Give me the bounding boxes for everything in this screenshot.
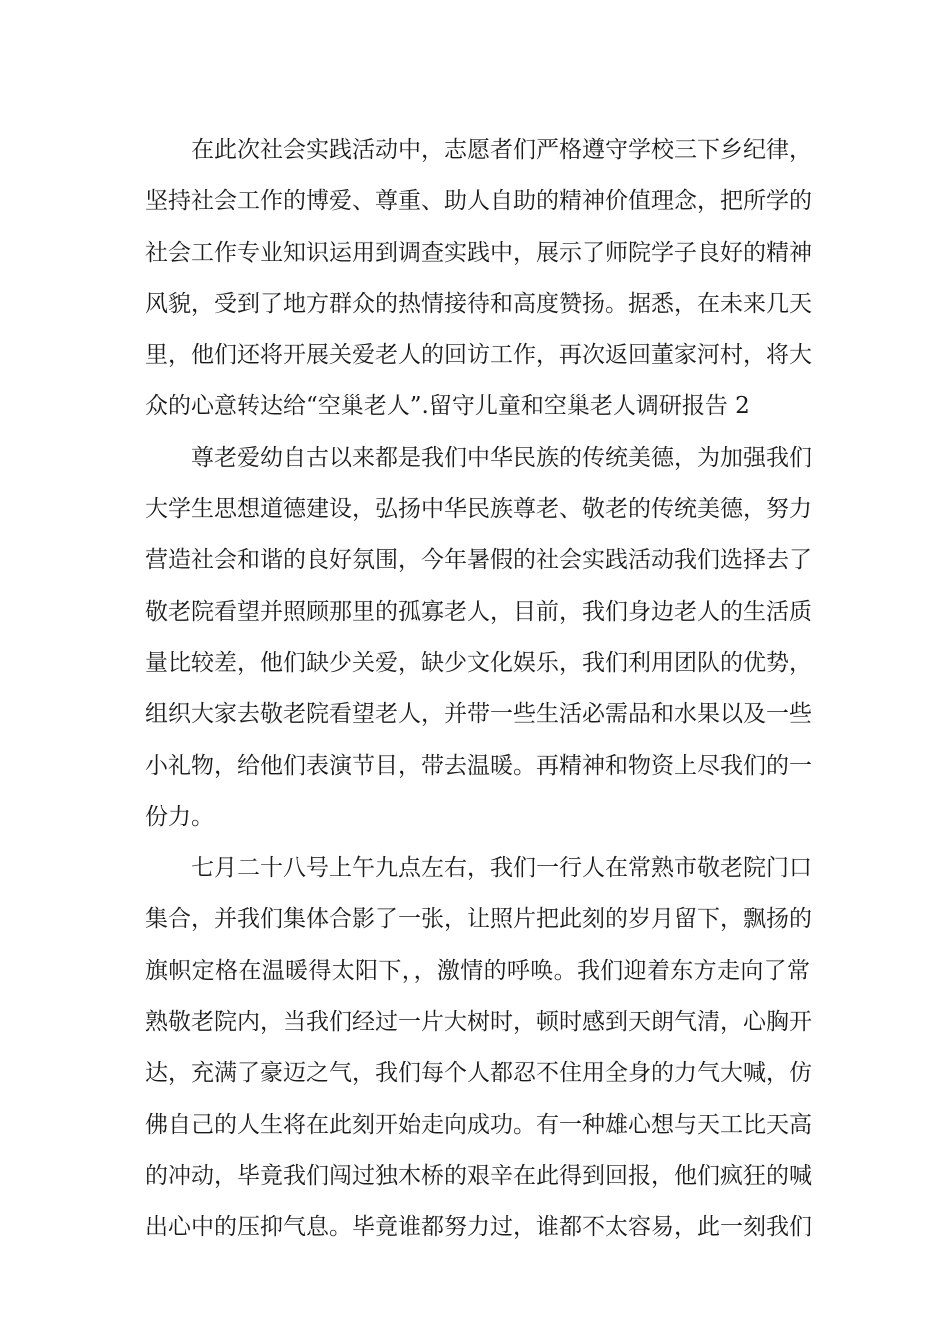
text-line: 大学生思想道德建设，弘扬中华民族尊老、敬老的传统美德，努力 bbox=[145, 496, 812, 523]
text-line: 里，他们还将开展关爱老人的回访工作，再次返回董家河村，将大 bbox=[145, 342, 812, 369]
text-line: 敬老院看望并照顾那里的孤寡老人，目前，我们身边老人的生活质 bbox=[145, 598, 812, 625]
paragraph-3 bbox=[145, 843, 810, 1253]
text-line: 出心中的压抑气息。毕竟谁都努力过，谁都不太容易，此一刻我们 bbox=[145, 1214, 812, 1241]
paragraph-1 bbox=[145, 125, 810, 433]
text-line: 坚持社会工作的博爱、尊重、助人自助的精神价值理念，把所学的 bbox=[145, 188, 812, 215]
text-line: 小礼物，给他们表演节目，带去温暖。再精神和物资上尽我们的一 bbox=[145, 752, 812, 779]
text-line: 七月二十八号上午九点左右，我们一行人在常熟市敬老院门口 bbox=[191, 855, 812, 882]
text-line: 旗帜定格在温暖得太阳下，，激情的呼唤。我们迎着东方走向了常 bbox=[145, 957, 810, 984]
text-line: 尊老爱幼自古以来都是我们中华民族的传统美德，为加强我们 bbox=[191, 444, 812, 471]
text-line: 众的心意转达给“空巢老人”.留守儿童和空巢老人调研报告 2 bbox=[145, 393, 750, 420]
text-line: 在此次社会实践活动中，志愿者们严格遵守学校三下乡纪律， bbox=[191, 137, 812, 163]
text-line: 的冲动，毕竟我们闯过独木桥的艰辛在此得到回报，他们疯狂的喊 bbox=[145, 1162, 812, 1189]
text-line: 量比较差，他们缺少关爱，缺少文化娱乐，我们利用团队的优势， bbox=[145, 649, 812, 676]
text-line: 份力。 bbox=[145, 803, 214, 830]
text-line: 佛自己的人生将在此刻开始走向成功。有一种雄心想与天工比天高 bbox=[145, 1111, 812, 1138]
text-line: 风貌，受到了地方群众的热情接待和高度赞扬。据悉，在未来几天 bbox=[145, 290, 812, 317]
text-line: 营造社会和谐的良好氛围，今年暑假的社会实践活动我们选择去了 bbox=[145, 547, 812, 574]
text-line: 组织大家去敬老院看望老人，并带一些生活必需品和水果以及一些 bbox=[145, 701, 812, 728]
text-line: 社会工作专业知识运用到调查实践中，展示了师院学子良好的精神 bbox=[145, 239, 812, 266]
text-line: 达，充满了豪迈之气，我们每个人都忍不住用全身的力气大喊，仿 bbox=[145, 1060, 812, 1087]
document-body bbox=[145, 125, 810, 1254]
text-line: 熟敬老院内，当我们经过一片大树时，顿时感到天朗气清，心胸开 bbox=[145, 1009, 812, 1036]
text-line: 集合，并我们集体合影了一张，让照片把此刻的岁月留下，飘扬的 bbox=[145, 906, 812, 933]
paragraph-2 bbox=[145, 433, 810, 843]
